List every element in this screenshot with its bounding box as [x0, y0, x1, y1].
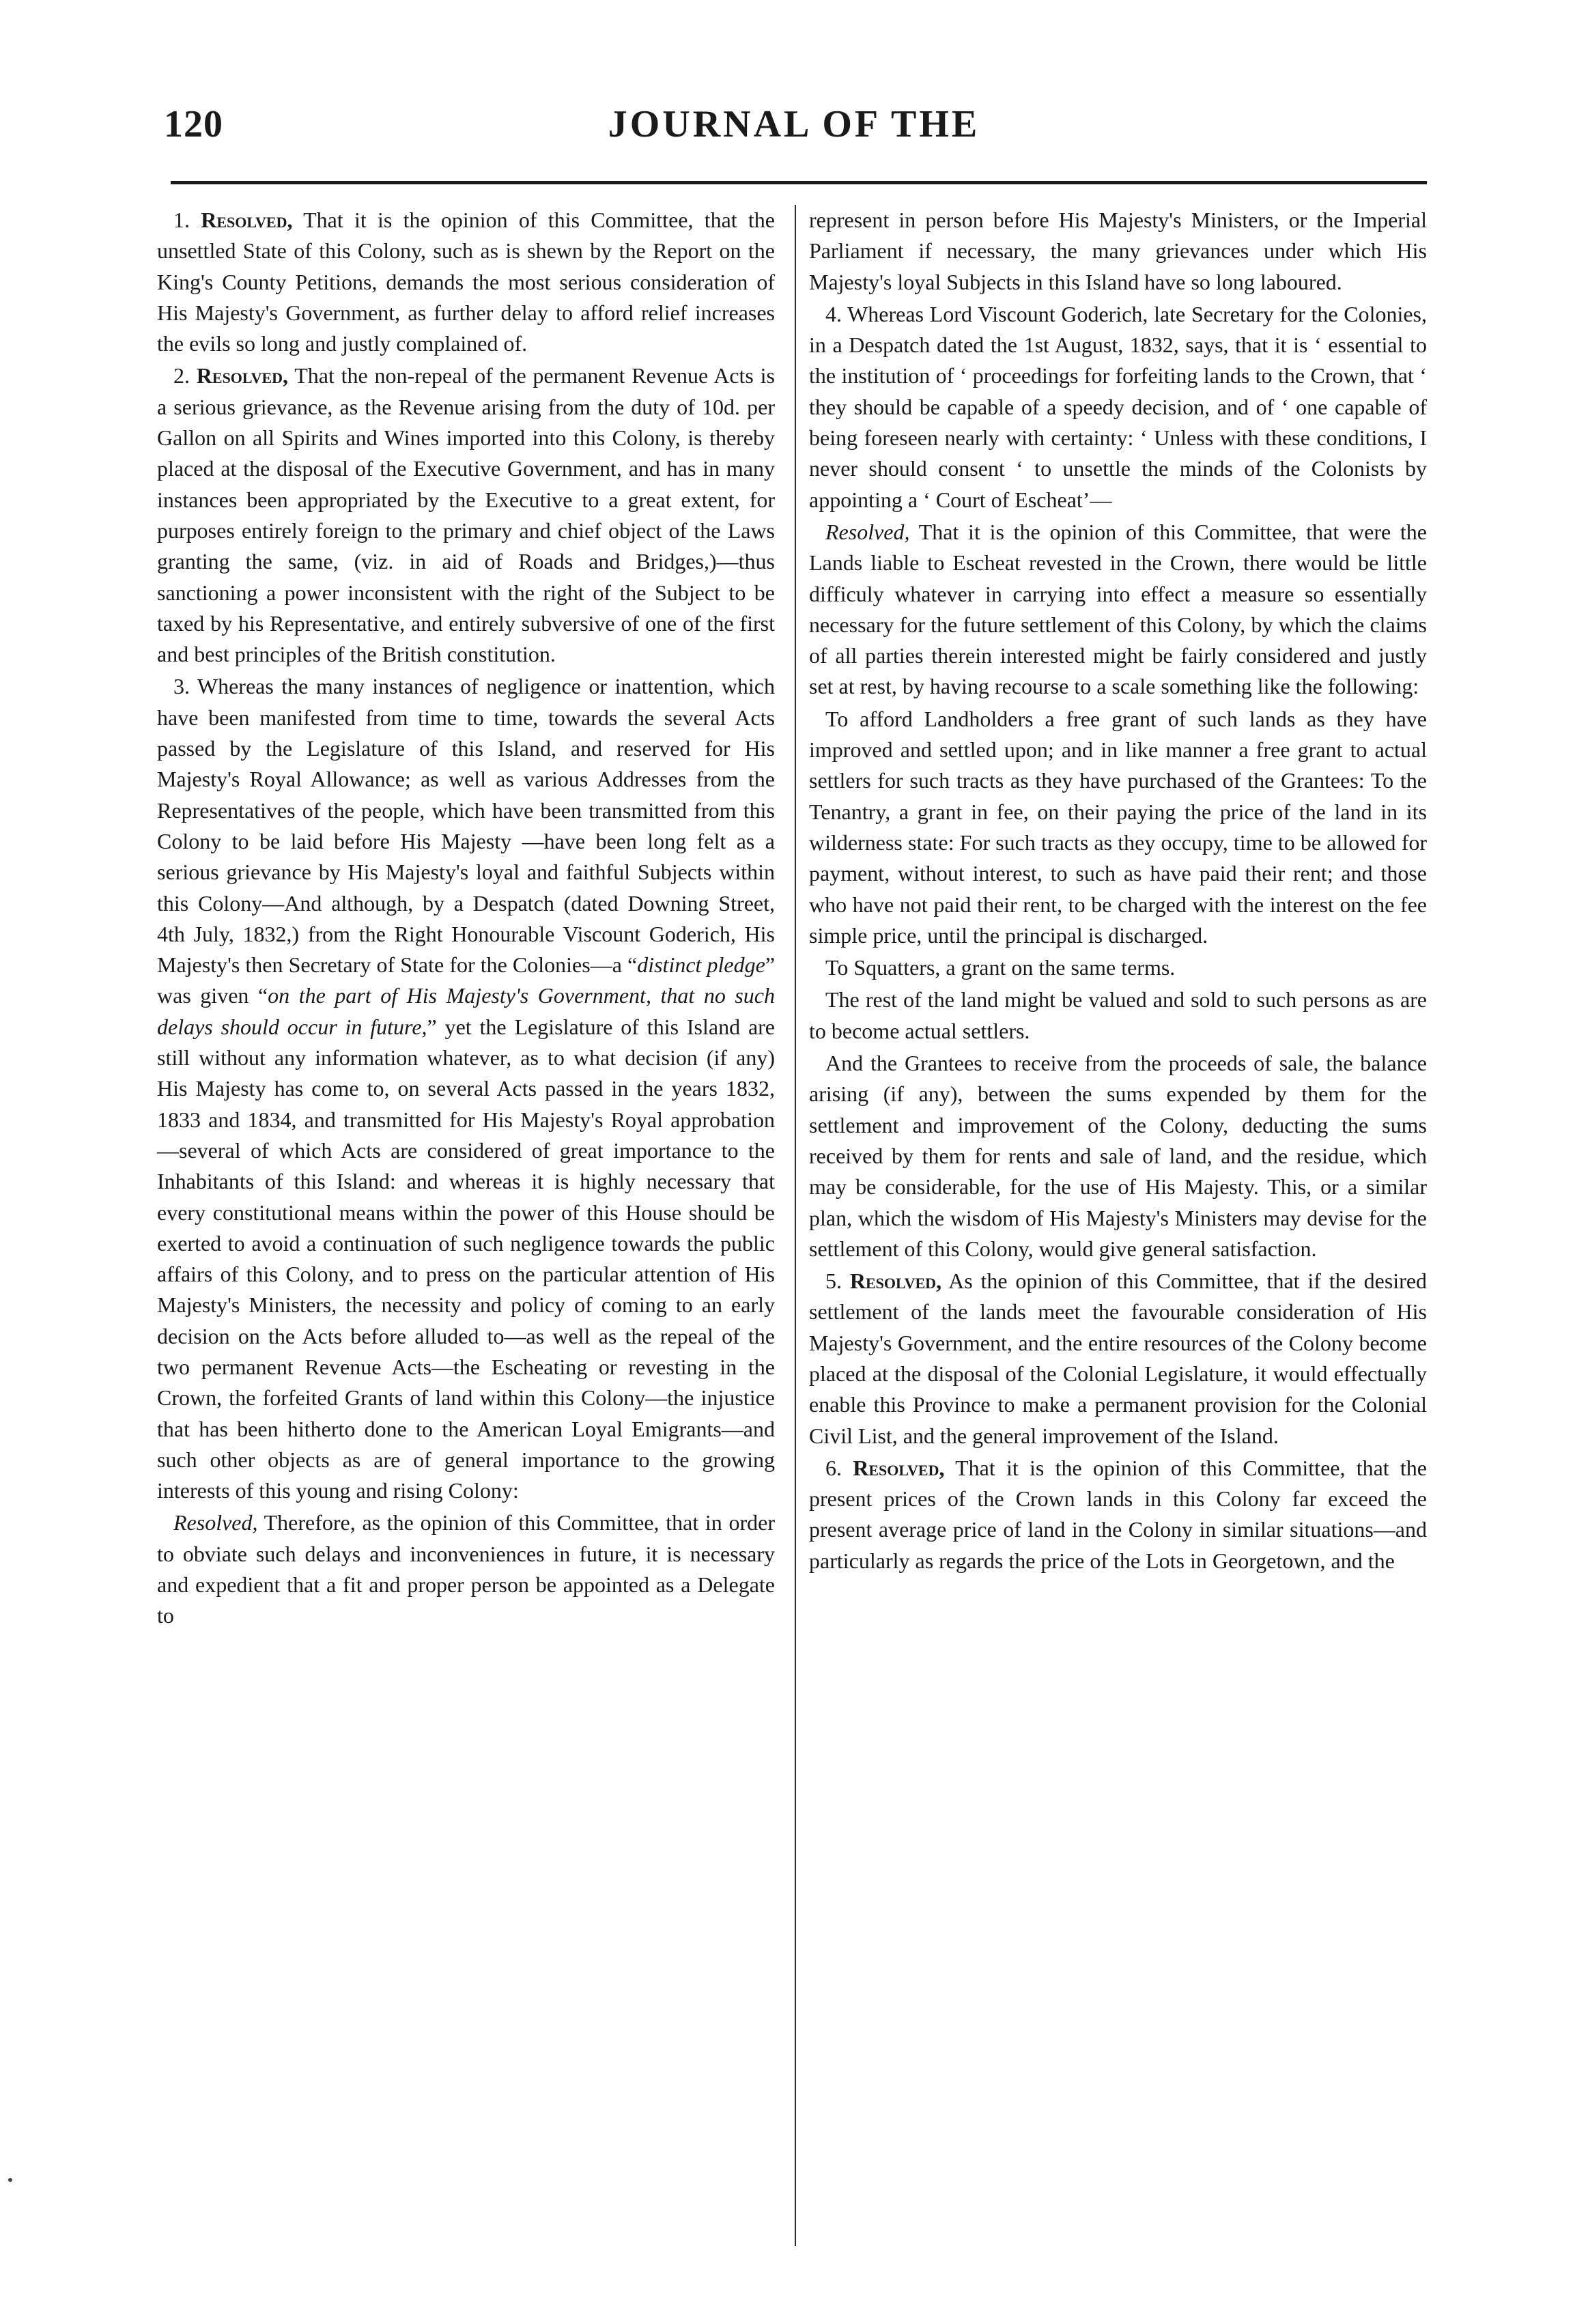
- paragraph-text: That it is the opinion of this Committee, that were the Lands liable to Escheat revested in the Crown, there would be little difficuly whatever in carrying into effect a measure so essentially necessary for the future settlement of this Colony, by which the claims of all parties therein interested might be fairly considered and justly set at rest, by having recourse to a scale something like the following:: [809, 519, 1428, 699]
- stray-ink-mark: [8, 2178, 12, 2182]
- resolution-2: [157, 360, 775, 670]
- whereas-3: [157, 671, 775, 1506]
- column-divider: [795, 205, 796, 2246]
- paragraph-text: That it is the opinion of this Committee, that the unsettled State of this Colony, such as is shewn by the Report on the King's County Petitions, demands the most serious consideration of His Majesty's Government, as further delay to afford relief increases the evils so long and justly complained of.: [157, 208, 776, 356]
- paragraph-text: The rest of the land might be valued and sold to such persons as are to become actual settlers.: [809, 987, 1427, 1043]
- paragraph-text: That the non-repeal of the permanent Revenue Acts is a serious grievance, as the Revenue arising from the duty of 10d. per Gallon on all Spirits and Wines imported into this Colony, is thereby placed at the disposal of the Executive Government, and has in many instances been appropriated by the Executive to a great extent, for purposes entirely foreign to the primary and chief object of the Laws granting the same, (viz. in aid of Roads and Bridges,)—thus sanctioning a power inconsistent with the right of the Subject to be taxed by his Representative, and entirely subversive of one of the first and best principles of the British constitution.: [157, 363, 775, 667]
- paragraph-text: To afford Landholders a free grant of such lands as they have improved and settled upon; and in like manner a free grant to actual settlers for such tracts as they have purchased of the Grantees: To the Tenantry, a grant in fee, on their paying the price of the land in its wilderness state: For such tracts as they occupy, time to be allowed for payment, without interest, to such as have paid their rent; and those who have not paid their rent, to be charged with the interest on the fee simple price, until the principal is discharged.: [809, 706, 1427, 948]
- resolved-lead: Resolved,: [173, 1510, 258, 1535]
- resolution-number: 5.: [825, 1269, 842, 1294]
- resolved-lead: Resolved,: [201, 208, 293, 232]
- resolved-lead: Resolved,: [853, 1455, 945, 1480]
- paragraph-text: And the Grantees to receive from the proceeds of sale, the balance arising (if any), between the sums expended by them for the settlement and improvement of the Colony, deducting the sums received by them for rents and sale of land, and the residue, which may be considerable, for the use of His Majesty. This, or a similar plan, which the wisdom of His Majesty's Ministers may devise for the settlement of this Colony, would give general satisfaction.: [809, 1051, 1427, 1261]
- paragraph-text: ” yet the Legislature of this Island are still without any information whatever, as to what decision (if any) His Majesty has come to, on several Acts passed in the years 1832, 1833 and 1834, and transmitted for His Majesty's Royal approbation—several of which Acts are considered of great importance to the Inhabitants of this Island: and whereas it is highly necessary that every constitutional means within the power of this House should be exerted to avoid a continuation of such negligence towards the public affairs of this Colony, and to press on the particular attention of His Majesty's Ministers, the necessity and policy of coming to an early decision on the Acts before alluded to—as well as the repeal of the two permanent Revenue Acts—the Escheating or revesting in the Crown, the forfeited Grants of land within this Colony—the injustice that has been hitherto done to the American Loyal Emigrants—and such other objects as are of general importance to the growing interests of this young and rising Colony:: [157, 1014, 776, 1503]
- resolved-lead: Resolved,: [849, 1269, 942, 1294]
- right-column: [809, 205, 1427, 1578]
- paragraph-text: 3. Whereas the many instances of negligence or inattention, which have been manifested from time to time, towards the several Acts passed by the Legislature of this Island, and reserved for His Majesty's Royal Allowance; as well as various Addresses from the Representatives of the people, which have been transmitted from this Colony to be laid before His Majesty —have been long felt as a serious grievance by His Majesty's loyal and faithful Subjects within this Colony—And although, by a Despatch (dated Downing Street, 4th July, 1832,) from the Right Honourable Viscount Goderich, His Majesty's then Secretary of State for the Colonies—a “: [157, 674, 775, 978]
- left-column: [157, 205, 775, 1633]
- whereas-4: [809, 299, 1427, 515]
- quoted-government-statement: on the part of His Majesty's Government, that no such delays should occur in future,: [157, 983, 776, 1039]
- grantees-paragraph: [809, 1048, 1427, 1264]
- page-number: 120: [164, 103, 223, 145]
- paragraph-text: As the opinion of this Committee, that if the desired settlement of the lands meet the favourable consideration of His Majesty's Government, and the entire resources of the Colony become placed at the disposal of the Colonial Legislature, it would effectually enable this Province to make a permanent provision for the Colonial Civil List, and the general improvement of the Island.: [809, 1269, 1428, 1448]
- paragraph-text: Therefore, as the opinion of this Committee, that in order to obviate such delays and inconveniences in future, it is necessary and expedient that a fit and proper person be appointed as a Delegate to: [157, 1510, 776, 1628]
- running-title: JOURNAL OF THE: [608, 103, 980, 145]
- paragraph-text: represent in person before His Majesty's Ministers, or the Imperial Parliament if necessary, the many grievances under which His Majesty's loyal Subjects in this Island have so long laboured.: [809, 208, 1427, 294]
- continued-paragraph: [809, 205, 1427, 298]
- resolved-lead: Resolved,: [196, 363, 289, 388]
- squatters-paragraph: [809, 952, 1427, 983]
- header-rule: [171, 181, 1427, 184]
- paragraph-text: That it is the opinion of this Committee, that the present prices of the Crown lands in this Colony far exceed the present average price of land in the Colony in similar situations—and particularly as regards the price of the Lots in Georgetown, and the: [809, 1455, 1428, 1573]
- resolution-1: [157, 205, 775, 359]
- resolution-number: 2.: [173, 363, 190, 388]
- paragraph-text: To Squatters, a grant on the same terms.: [825, 955, 1176, 980]
- resolved-escheat: [809, 517, 1427, 703]
- paragraph-text: ” was given “: [157, 952, 776, 1008]
- resolution-6: [809, 1453, 1427, 1576]
- quoted-pledge: distinct pledge: [637, 952, 765, 978]
- landholders-paragraph: [809, 704, 1427, 951]
- resolution-5: [809, 1266, 1427, 1451]
- resolved-lead: Resolved,: [825, 519, 910, 544]
- resolution-number: 1.: [173, 208, 190, 232]
- paragraph-text: 4. Whereas Lord Viscount Goderich, late Secretary for the Colonies, in a Despatch dated the 1st August, 1832, says, that it is ‘ essential to the institution of ‘ proceedings for forfeiting lands to the Crown, that ‘ they should be capable of a speedy decision, and of ‘ one capable of being foreseen nearly with certainty: ‘ Unless with these conditions, I never should consent ‘ to unsettle the minds of the Colonists by appointing a ‘ Court of Escheat’—: [809, 301, 1427, 512]
- rest-of-land-paragraph: [809, 984, 1427, 1047]
- resolution-number: 6.: [825, 1455, 842, 1480]
- resolved-delegate: [157, 1507, 775, 1631]
